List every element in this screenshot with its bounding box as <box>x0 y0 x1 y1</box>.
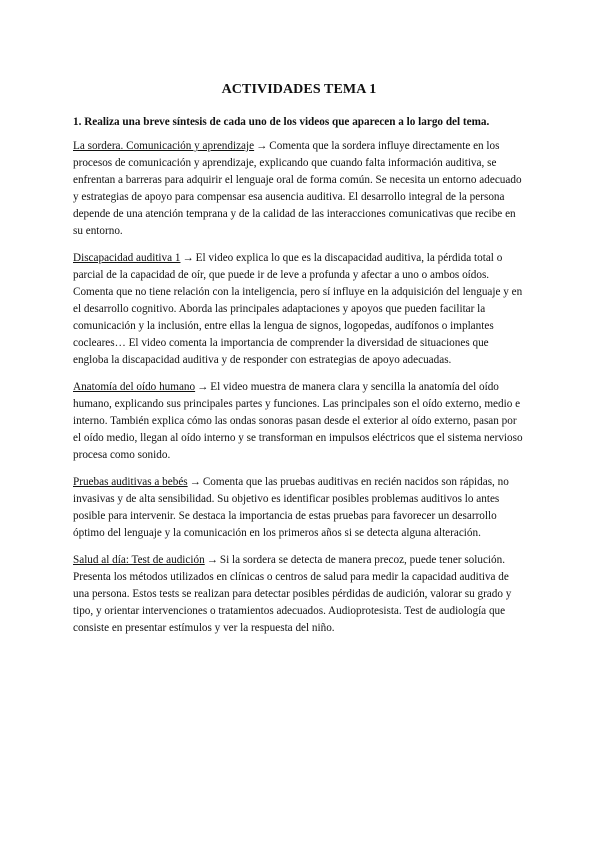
document-page <box>73 82 525 647</box>
arrow-icon: → <box>197 381 209 393</box>
entry-title: Pruebas auditivas a bebés <box>73 476 188 488</box>
question-heading: 1. Realiza una breve síntesis de cada uno de los videos que aparecen a lo largo del tema. <box>73 116 490 128</box>
arrow-icon: → <box>256 140 268 152</box>
document-title: ACTIVIDADES TEMA 1 <box>221 82 377 97</box>
entry-title: Discapacidad auditiva 1 <box>73 252 181 264</box>
arrow-icon: → <box>182 252 194 264</box>
summary-entry-pruebas <box>73 474 525 542</box>
summary-entry-anatomia <box>73 379 525 464</box>
arrow-icon: → <box>206 554 218 566</box>
summary-entry-discapacidad <box>73 250 525 369</box>
entry-text: El video muestra de manera clara y sencilla la anatomía del oído humano, explicando sus principales partes y funciones. Las principales son el oído externo, medio e interno. También explica cómo las ondas sonoras pasan desde el exterior al oído externo, pasan por el oído medio, llegan al oído interno y se transforman en impulsos eléctricos que el sistema nervioso procesa como sonido. <box>73 381 523 461</box>
entry-title: Anatomía del oído humano <box>73 381 196 393</box>
summary-entry-sordera <box>73 138 525 240</box>
entry-text: El video explica lo que es la discapacidad auditiva, la pérdida total o parcial de la capacidad de oír, que puede ir de leve a profunda y afectar a uno o ambos oídos. Comenta que no tiene relación con la inteligencia, pero sí influye en la adquisición del lenguaje y en el desarrollo cognitivo. Aborda las principales adaptaciones y apoyos que pueden facilitar la comunicación y la inclusión, entre ellas la lengua de signos, logopedas, audífonos o implantes cocleares… El video comenta la importancia de comprender la diversidad de situaciones que engloba la discapacidad auditiva y de responder con estrategias de apoyo adecuadas. <box>73 252 523 366</box>
summary-entry-salud <box>73 552 525 637</box>
entry-title: La sordera. Comunicación y aprendizaje <box>73 140 255 152</box>
entry-text: Si la sordera se detecta de manera precoz, puede tener solución. Presenta los métodos utilizados en clínicas o centros de salud para medir la capacidad auditiva de una persona. Estos tests se realizan para detectar posibles pérdidas de audición, valorar su grado y tipo, y orientar intervenciones o tratamientos adecuados. Audioprotesista. Test de audiología que consiste en presentar estímulos y ver la respuesta del niño. <box>73 554 512 634</box>
entry-title: Salud al día: Test de audición <box>73 554 205 566</box>
entry-text: Comenta que la sordera influye directamente en los procesos de comunicación y aprendizaje, explicando que cuando falta información auditiva, se enfrentan a barreras para adquirir el lenguaje oral de forma común. Se necesita un entorno adecuado y estrategias de apoyo para compensar esa ausencia auditiva. El desarrollo integral de la persona depende de una atención temprana y de la calidad de las interacciones comunicativas que recibe en su entorno. <box>73 140 522 237</box>
arrow-icon: → <box>189 476 201 488</box>
entry-text: Comenta que las pruebas auditivas en recién nacidos son rápidas, no invasivas y de alta sensibilidad. Su objetivo es identificar posibles problemas auditivos lo antes posible para intervenir. Se destaca la importancia de estas pruebas para favorecer un desarrollo óptimo del lenguaje y la comunicación en los primeros años si se detecta alguna alteración. <box>73 476 509 539</box>
